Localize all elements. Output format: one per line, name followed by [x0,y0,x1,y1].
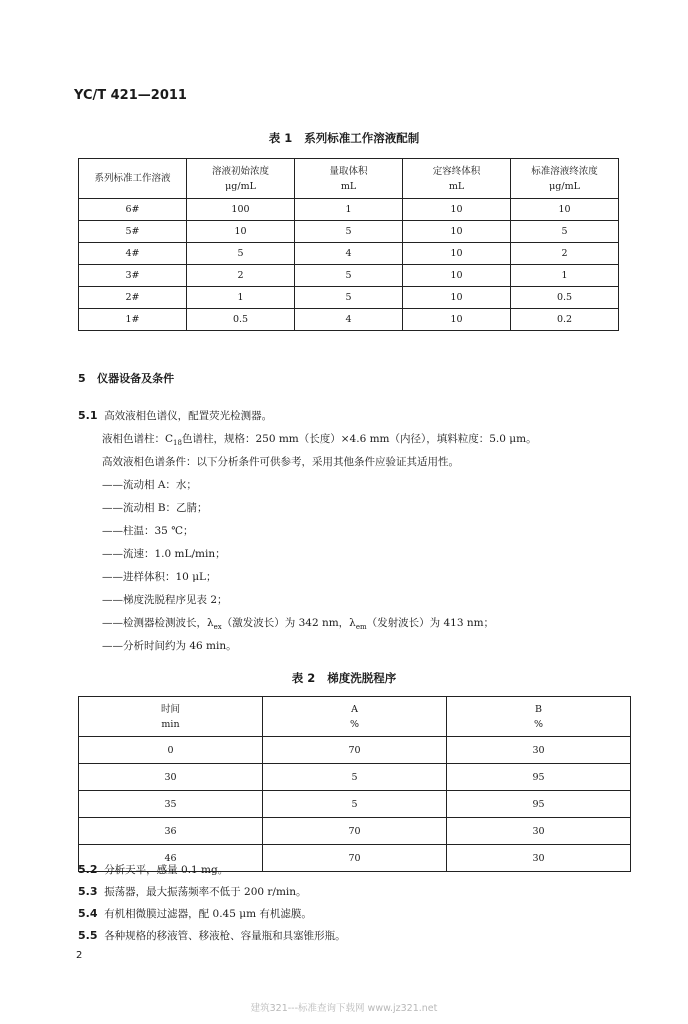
table-cell: 4 [295,309,403,331]
table1-header-cell: 系列标准工作溶液 [79,159,187,199]
clause-text: 高效液相色谱仪，配置荧光检测器。 [104,410,273,422]
table-cell: 30 [447,737,631,764]
table-cell: 5 [263,764,447,791]
table-cell: 10 [403,199,511,221]
table-row [79,265,619,287]
table-cell: 10 [403,221,511,243]
table1-header-cell: 定容终体积 mL [403,159,511,199]
table-cell: 70 [263,737,447,764]
table-row [79,287,619,309]
table-cell: 6# [79,199,187,221]
table-cell: 5 [295,265,403,287]
table-cell: 10 [403,309,511,331]
clause-5-2 [78,862,228,877]
table1-label: 表 1 [268,131,293,145]
condition-gradient: ——梯度洗脱程序见表 2； [102,594,228,606]
condition-mobile-b: ——流动相 B：乙腈； [102,502,208,514]
condition-temperature: ——柱温：35 ℃； [102,525,194,537]
clause-number: 5.3 [78,885,98,898]
table2-label: 表 2 [291,671,316,685]
condition-injection: ——进样体积：10 μL； [102,571,217,583]
table-cell: 1# [79,309,187,331]
table2-header-row [79,697,631,737]
conditions-intro: 高效液相色谱条件：以下分析条件可供参考，采用其他条件应验证其适用性。 [102,456,459,468]
table-cell: 0.5 [187,309,295,331]
table-cell: 2 [187,265,295,287]
table-cell: 5 [295,221,403,243]
table-cell: 70 [263,818,447,845]
clause-text: 分析天平，感量 0.1 mg。 [104,864,229,876]
table-row [79,818,631,845]
table1 [78,158,619,331]
table-cell: 5 [187,243,295,265]
table-row [79,764,631,791]
table-cell: 5# [79,221,187,243]
clause-text: 振荡器，最大振荡频率不低于 200 r/min。 [104,886,307,898]
condition-time: ——分析时间约为 46 min。 [102,640,237,652]
table-row [79,199,619,221]
column-spec: 液相色谱柱：$C_{18}$色谱柱，规格：250 mm（长度）×4.6 mm（内径），填料粒度：5.0 μm。 [102,433,537,448]
table2-title: 梯度洗脱程序 [327,671,397,685]
clause-number: 5.4 [78,907,98,920]
table-cell: 10 [511,199,619,221]
table-cell: 0.2 [511,309,619,331]
condition-detector: ——检测器检测波长，$\lambda_{ex}$（激发波长）为 342 nm，$\lambda_{em}$（发射波长）为 413 nm； [102,617,495,632]
table-cell: 100 [187,199,295,221]
table-cell: 5 [263,791,447,818]
table1-header-cell: 溶液初始浓度 μg/mL [187,159,295,199]
section5-number: 5 [78,372,86,385]
table-row [79,737,631,764]
table-cell: 95 [447,791,631,818]
table2-header-cell: B % [447,697,631,737]
table-cell: 30 [447,818,631,845]
condition-mobile-a: ——流动相 A：水； [102,479,197,491]
table-cell: 35 [79,791,263,818]
table2-header-cell: A % [263,697,447,737]
table-cell: 5 [295,287,403,309]
clause-5-3 [78,884,307,899]
table-cell: 10 [187,221,295,243]
table-cell: 30 [79,764,263,791]
clause-text: 各种规格的移液管、移液枪、容量瓶和具塞锥形瓶。 [104,930,346,942]
table-row [79,221,619,243]
clause-5-1 [78,408,272,423]
table-cell: 10 [403,243,511,265]
table-row [79,791,631,818]
section5-heading [78,370,174,386]
clause-number: 5.5 [78,929,98,942]
table2-caption [0,670,688,686]
page-number: 2 [76,950,83,961]
table-cell: 1 [187,287,295,309]
table-row [79,243,619,265]
table-cell: 95 [447,764,631,791]
table1-header-cell: 量取体积 mL [295,159,403,199]
table1-header-row [79,159,619,199]
table1-title: 系列标准工作溶液配制 [304,131,420,145]
clause-number: 5.1 [78,409,98,422]
table-cell: 0.5 [511,287,619,309]
section5-title: 仪器设备及条件 [97,372,175,385]
table-cell: 5 [511,221,619,243]
clause-5-5 [78,928,346,943]
document-code: YC/T 421—2011 [74,88,187,103]
table-cell: 3# [79,265,187,287]
condition-flow: ——流速：1.0 mL/min； [102,548,226,560]
table-cell: 0 [79,737,263,764]
table-row [79,309,619,331]
table-cell: 4 [295,243,403,265]
table-cell: 1 [295,199,403,221]
table-cell: 4# [79,243,187,265]
table-cell: 1 [511,265,619,287]
table-cell: 46 [79,845,263,872]
watermark-text: 建筑321---标准查询下载网 www.jz321.net [250,1003,438,1014]
table2 [78,696,631,872]
clause-text: 有机相微膜过滤器，配 0.45 μm 有机滤膜。 [104,908,312,920]
table2-header-cell: 时间 min [79,697,263,737]
table-cell: 30 [447,845,631,872]
table-cell: 2# [79,287,187,309]
clause-number: 5.2 [78,863,98,876]
table-cell: 10 [403,265,511,287]
table-cell: 10 [403,287,511,309]
table1-header-cell: 标准溶液终浓度 μg/mL [511,159,619,199]
clause-5-4 [78,906,312,921]
table-cell: 2 [511,243,619,265]
table-cell: 36 [79,818,263,845]
table-cell: 70 [263,845,447,872]
table1-caption [0,130,688,146]
